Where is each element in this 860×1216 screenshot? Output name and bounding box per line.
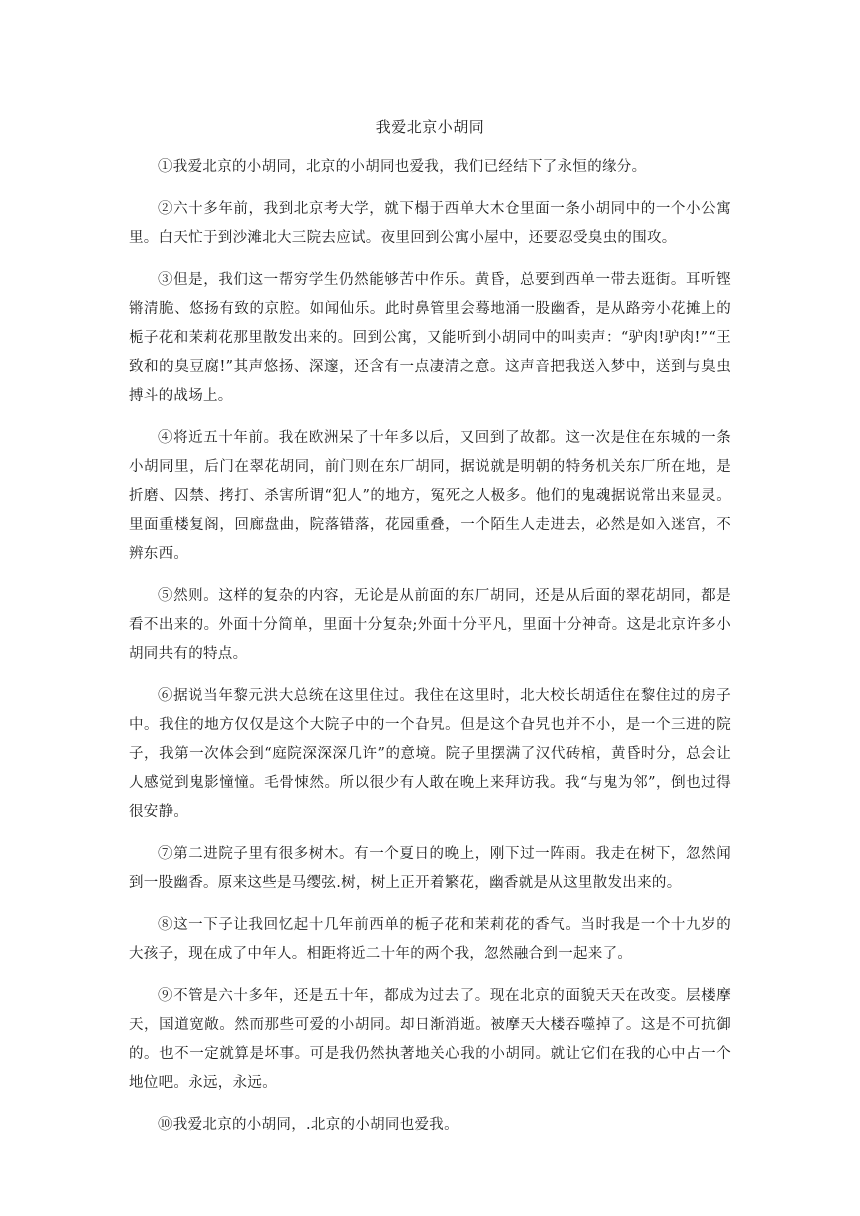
- paragraph-7: ⑦第二进院子里有很多树木。有一个夏日的晚上，刚下过一阵雨。我走在树下，忽然闻到一股幽香。原来这些是马缨弦.树，树上正开着繁花，幽香就是从这里散发出来的。: [129, 846, 731, 891]
- paragraph-5: ⑤然则。这样的复杂的内容，无论是从前面的东厂胡同，还是从后面的翠花胡同，都是看不出来的。外面十分简单，里面十分复杂;外面十分平凡，里面十分神奇。这是北京许多小胡同共有的特点。: [129, 588, 731, 662]
- paragraph-9: ⑨不管是六十多年，还是五十年，都成为过去了。现在北京的面貌天天在改变。层楼摩天，国道宽敞。然而那些可爱的小胡同。却日渐消逝。被摩天大楼吞噬掉了。这是不可抗御的。也不一定就算是坏事。可是我仍然执著地关心我的小胡同。就让它们在我的心中占一个地位吧。永远，永远。: [129, 988, 731, 1091]
- paragraph-8: ⑧这一下子让我回忆起十几年前西单的栀子花和茉莉花的香气。当时我是一个十九岁的大孩子，现在成了中年人。相距将近二十年的两个我，忽然融合到一起来了。: [129, 917, 731, 962]
- paragraph-1: ①我爱北京的小胡同，北京的小胡同也爱我，我们已经结下了永恒的缘分。: [158, 159, 647, 175]
- paragraph-2: ②六十多年前，我到北京考大学，就下榻于西单大木仓里面一条小胡同中的一个小公寓里。白天忙于到沙滩北大三院去应试。夜里回到公寓小屋中，还要忍受臭虫的围攻。: [129, 201, 731, 246]
- document-title: 我爱北京小胡同: [375, 118, 485, 136]
- paragraph-10: ⑩我爱北京的小胡同，.北京的小胡同也爱我。: [158, 1117, 459, 1133]
- document-body: [129, 153, 731, 1153]
- paragraph-3: ③但是，我们这一帮穷学生仍然能够苦中作乐。黄昏，总要到西单一带去逛街。耳听铿锵清脆、悠扬有致的京腔。如闻仙乐。此时鼻管里会蓦地涌一股幽香，是从路旁小花摊上的栀子花和茉莉花那里散发出来的。回到公寓，又能听到小胡同中的叫卖声：“驴肉!驴肉!”“王致和的臭豆腐!”其声悠扬、深邃，还含有一点凄清之意。这声音把我送入梦中，送到与臭虫搏斗的战场上。: [129, 272, 731, 404]
- paragraph-6: ⑥据说当年黎元洪大总统在这里住过。我住在这里时，北大校长胡适住在黎住过的房子中。我住的地方仅仅是这个大院子中的一个旮旯。但是这个旮旯也并不小，是一个三进的院子，我第一次体会到“庭院深深深几许”的意境。院子里摆满了汉代砖棺，黄昏时分，总会让人感觉到鬼影憧憧。毛骨悚然。所以很少有人敢在晚上来拜访我。我“与鬼为邻”，倒也过得很安静。: [129, 688, 731, 820]
- paragraph-4: ④将近五十年前。我在欧洲呆了十年多以后，又回到了故都。这一次是住在东城的一条小胡同里，后门在翠花胡同，前门则在东厂胡同，据说就是明朝的特务机关东厂所在地，是折磨、囚禁、拷打、杀害所谓“犯人”的地方，冤死之人极多。他们的鬼魂据说常出来显灵。里面重楼复阁，回廊盘曲，院落错落，花园重叠，一个陌生人走进去，必然是如入迷宫，不辨东西。: [129, 430, 731, 562]
